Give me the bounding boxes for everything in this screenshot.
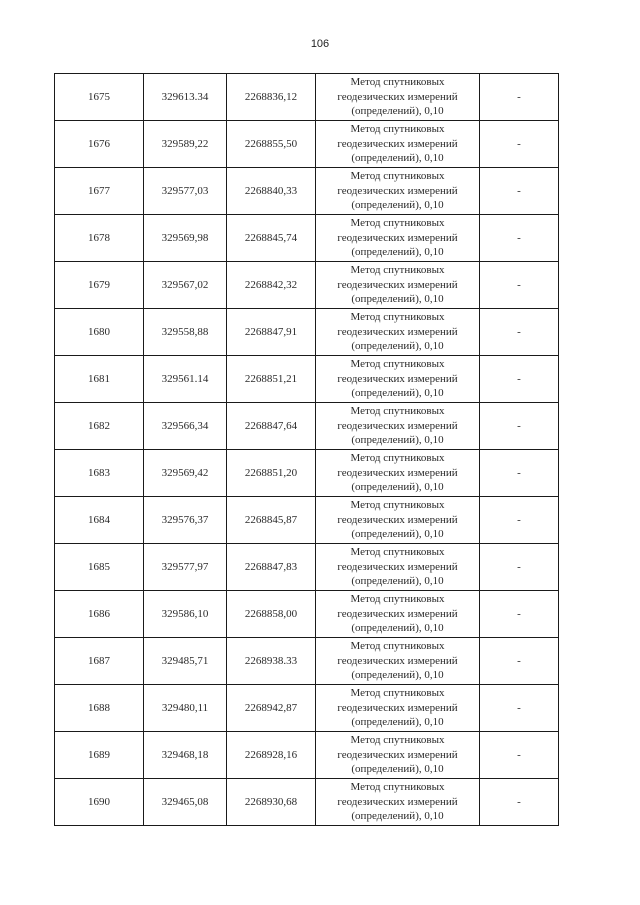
method-line: Метод спутниковых — [350, 546, 445, 559]
y-coordinate-cell: 2268842,32 — [227, 262, 316, 309]
x-coordinate-cell: 329558,88 — [144, 309, 227, 356]
method-line: геодезических измерений — [337, 607, 458, 620]
method-line: геодезических измерений — [337, 419, 458, 432]
y-coordinate-cell: 2268851,20 — [227, 450, 316, 497]
method-line: (определений), 0,10 — [351, 810, 444, 823]
table-row — [55, 74, 559, 121]
y-coordinate-cell: 2268836,12 — [227, 74, 316, 121]
method-line: геодезических измерений — [337, 137, 458, 150]
table-row — [55, 121, 559, 168]
table-row — [55, 356, 559, 403]
table-row — [55, 450, 559, 497]
table-row — [55, 779, 559, 826]
description-cell: - — [480, 732, 559, 779]
method-cell — [316, 779, 480, 826]
method-cell — [316, 403, 480, 450]
point-number-cell: 1687 — [55, 638, 144, 685]
method-line: (определений), 0,10 — [351, 528, 444, 541]
point-number-cell: 1684 — [55, 497, 144, 544]
method-cell — [316, 121, 480, 168]
point-number-cell: 1679 — [55, 262, 144, 309]
method-cell — [316, 309, 480, 356]
point-number-cell: 1683 — [55, 450, 144, 497]
method-line: Метод спутниковых — [350, 687, 445, 700]
x-coordinate-cell: 329566,34 — [144, 403, 227, 450]
method-cell — [316, 544, 480, 591]
method-cell — [316, 591, 480, 638]
table-row — [55, 497, 559, 544]
method-line: Метод спутниковых — [350, 734, 445, 747]
x-coordinate-cell: 329569,42 — [144, 450, 227, 497]
method-cell — [316, 638, 480, 685]
method-line: (определений), 0,10 — [351, 199, 444, 212]
point-number-cell: 1676 — [55, 121, 144, 168]
method-line: Метод спутниковых — [350, 76, 445, 89]
method-line: (определений), 0,10 — [351, 152, 444, 165]
x-coordinate-cell: 329480,11 — [144, 685, 227, 732]
description-cell: - — [480, 356, 559, 403]
y-coordinate-cell: 2268845,74 — [227, 215, 316, 262]
x-coordinate-cell: 329561.14 — [144, 356, 227, 403]
method-line: геодезических измерений — [337, 513, 458, 526]
method-cell — [316, 685, 480, 732]
y-coordinate-cell: 2268851,21 — [227, 356, 316, 403]
method-line: (определений), 0,10 — [351, 575, 444, 588]
method-line: (определений), 0,10 — [351, 763, 444, 776]
method-line: (определений), 0,10 — [351, 387, 444, 400]
method-line: (определений), 0,10 — [351, 246, 444, 259]
method-cell — [316, 215, 480, 262]
method-line: геодезических измерений — [337, 184, 458, 197]
method-line: Метод спутниковых — [350, 452, 445, 465]
point-number-cell: 1690 — [55, 779, 144, 826]
method-line: Метод спутниковых — [350, 499, 445, 512]
description-cell: - — [480, 591, 559, 638]
method-cell — [316, 450, 480, 497]
y-coordinate-cell: 2268942,87 — [227, 685, 316, 732]
point-number-cell: 1689 — [55, 732, 144, 779]
description-cell: - — [480, 497, 559, 544]
table-row — [55, 309, 559, 356]
method-line: Метод спутниковых — [350, 123, 445, 136]
method-line: Метод спутниковых — [350, 781, 445, 794]
point-number-cell: 1682 — [55, 403, 144, 450]
method-line: геодезических измерений — [337, 654, 458, 667]
table-row — [55, 262, 559, 309]
method-line: (определений), 0,10 — [351, 434, 444, 447]
point-number-cell: 1686 — [55, 591, 144, 638]
point-number-cell: 1675 — [55, 74, 144, 121]
coordinates-table — [54, 73, 559, 826]
table-row — [55, 685, 559, 732]
y-coordinate-cell: 2268847,91 — [227, 309, 316, 356]
table-row — [55, 215, 559, 262]
method-cell — [316, 262, 480, 309]
table-row — [55, 168, 559, 215]
method-line: Метод спутниковых — [350, 264, 445, 277]
point-number-cell: 1688 — [55, 685, 144, 732]
method-cell — [316, 356, 480, 403]
method-line: геодезических измерений — [337, 90, 458, 103]
method-line: геодезических измерений — [337, 278, 458, 291]
method-line: геодезических измерений — [337, 748, 458, 761]
y-coordinate-cell: 2268930,68 — [227, 779, 316, 826]
description-cell: - — [480, 638, 559, 685]
y-coordinate-cell: 2268928,16 — [227, 732, 316, 779]
method-cell — [316, 497, 480, 544]
x-coordinate-cell: 329586,10 — [144, 591, 227, 638]
method-line: геодезических измерений — [337, 325, 458, 338]
y-coordinate-cell: 2268847,83 — [227, 544, 316, 591]
description-cell: - — [480, 685, 559, 732]
x-coordinate-cell: 329569,98 — [144, 215, 227, 262]
page-number: 106 — [310, 38, 330, 50]
y-coordinate-cell: 2268840,33 — [227, 168, 316, 215]
method-cell — [316, 74, 480, 121]
x-coordinate-cell: 329567,02 — [144, 262, 227, 309]
method-line: (определений), 0,10 — [351, 340, 444, 353]
method-line: геодезических измерений — [337, 466, 458, 479]
y-coordinate-cell: 2268938.33 — [227, 638, 316, 685]
description-cell: - — [480, 121, 559, 168]
method-line: Метод спутниковых — [350, 217, 445, 230]
coordinates-table-body — [55, 74, 559, 826]
method-line: (определений), 0,10 — [351, 622, 444, 635]
x-coordinate-cell: 329577,03 — [144, 168, 227, 215]
method-line: Метод спутниковых — [350, 405, 445, 418]
x-coordinate-cell: 329577,97 — [144, 544, 227, 591]
method-line: (определений), 0,10 — [351, 716, 444, 729]
description-cell: - — [480, 262, 559, 309]
description-cell: - — [480, 168, 559, 215]
y-coordinate-cell: 2268858,00 — [227, 591, 316, 638]
description-cell: - — [480, 74, 559, 121]
method-line: Метод спутниковых — [350, 640, 445, 653]
method-cell — [316, 732, 480, 779]
table-row — [55, 544, 559, 591]
x-coordinate-cell: 329613.34 — [144, 74, 227, 121]
method-line: (определений), 0,10 — [351, 481, 444, 494]
x-coordinate-cell: 329465,08 — [144, 779, 227, 826]
x-coordinate-cell: 329576,37 — [144, 497, 227, 544]
method-line: (определений), 0,10 — [351, 293, 444, 306]
method-line: Метод спутниковых — [350, 593, 445, 606]
method-line: геодезических измерений — [337, 701, 458, 714]
x-coordinate-cell: 329589,22 — [144, 121, 227, 168]
table-row — [55, 732, 559, 779]
point-number-cell: 1685 — [55, 544, 144, 591]
description-cell: - — [480, 779, 559, 826]
x-coordinate-cell: 329468,18 — [144, 732, 227, 779]
y-coordinate-cell: 2268845,87 — [227, 497, 316, 544]
method-line: Метод спутниковых — [350, 170, 445, 183]
method-line: Метод спутниковых — [350, 311, 445, 324]
description-cell: - — [480, 309, 559, 356]
table-row — [55, 403, 559, 450]
point-number-cell: 1680 — [55, 309, 144, 356]
point-number-cell: 1678 — [55, 215, 144, 262]
description-cell: - — [480, 403, 559, 450]
x-coordinate-cell: 329485,71 — [144, 638, 227, 685]
y-coordinate-cell: 2268847,64 — [227, 403, 316, 450]
description-cell: - — [480, 215, 559, 262]
method-line: Метод спутниковых — [350, 358, 445, 371]
method-line: геодезических измерений — [337, 231, 458, 244]
table-row — [55, 591, 559, 638]
y-coordinate-cell: 2268855,50 — [227, 121, 316, 168]
method-line: (определений), 0,10 — [351, 105, 444, 118]
description-cell: - — [480, 544, 559, 591]
method-line: геодезических измерений — [337, 372, 458, 385]
point-number-cell: 1681 — [55, 356, 144, 403]
method-cell — [316, 168, 480, 215]
description-cell: - — [480, 450, 559, 497]
point-number-cell: 1677 — [55, 168, 144, 215]
method-line: (определений), 0,10 — [351, 669, 444, 682]
method-line: геодезических измерений — [337, 560, 458, 573]
table-row — [55, 638, 559, 685]
method-line: геодезических измерений — [337, 795, 458, 808]
